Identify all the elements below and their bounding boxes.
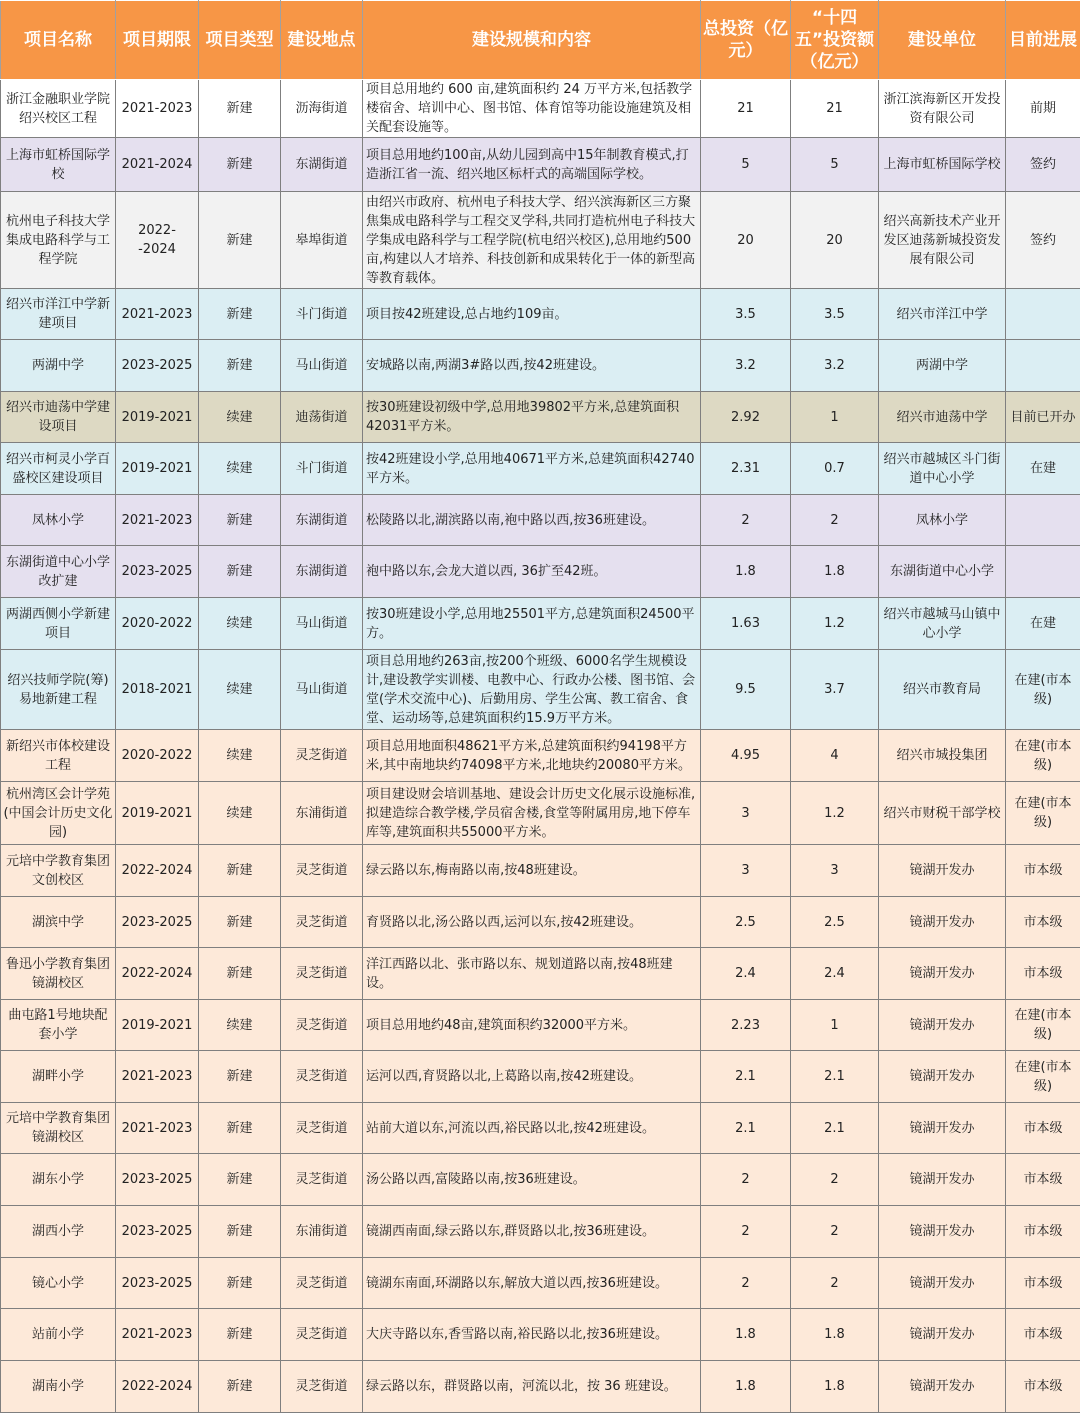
cell-project-name: 湖东小学: [1, 1154, 116, 1206]
cell-total-investment: 2: [701, 1154, 791, 1206]
table-row: [1, 948, 1080, 1000]
cell-location: 灵芝街道: [281, 948, 363, 1000]
cell-progress: [1006, 546, 1080, 598]
cell-type: 新建: [199, 80, 281, 138]
cell-project-name: 湖滨中学: [1, 897, 116, 948]
cell-period: 2023-2025: [116, 1154, 199, 1206]
cell-type: 新建: [199, 340, 281, 392]
cell-five-year-investment: 2: [791, 1206, 879, 1258]
cell-type: 续建: [199, 650, 281, 730]
header-14th-five-year-investment: “十四五”投资额（亿元）: [791, 1, 879, 80]
cell-period: 2018-2021: [116, 650, 199, 730]
cell-total-investment: 2: [701, 495, 791, 546]
cell-five-year-investment: 1.2: [791, 782, 879, 845]
cell-builder: 绍兴高新技术产业开发区迪荡新城投资发展有限公司: [879, 192, 1006, 289]
cell-progress: 市本级: [1006, 897, 1080, 948]
cell-project-name: 绍兴市柯灵小学百盛校区建设项目: [1, 443, 116, 495]
header-total-investment: 总投资（亿元）: [701, 1, 791, 80]
cell-five-year-investment: 2: [791, 495, 879, 546]
cell-period: 2020-2022: [116, 730, 199, 782]
cell-type: 新建: [199, 1051, 281, 1103]
cell-progress: 前期: [1006, 80, 1080, 138]
cell-project-name: 绍兴技师学院(筹)易地新建工程: [1, 650, 116, 730]
cell-total-investment: 4.95: [701, 730, 791, 782]
cell-progress: [1006, 495, 1080, 546]
table-row: [1, 1206, 1080, 1258]
cell-total-investment: 2: [701, 1258, 791, 1309]
cell-content: 洋江西路以北、张市路以东、规划道路以南,按48班建设。: [363, 948, 701, 1000]
cell-five-year-investment: 3.5: [791, 289, 879, 340]
cell-five-year-investment: 2: [791, 1154, 879, 1206]
cell-total-investment: 1.8: [701, 546, 791, 598]
cell-location: 马山街道: [281, 650, 363, 730]
cell-progress: 在建: [1006, 443, 1080, 495]
cell-period: 2019-2021: [116, 782, 199, 845]
cell-type: 新建: [199, 1206, 281, 1258]
cell-type: 新建: [199, 948, 281, 1000]
cell-content: 袍中路以东,会龙大道以西, 36扩至42班。: [363, 546, 701, 598]
cell-builder: 镜湖开发办: [879, 1103, 1006, 1154]
cell-period: 2019-2021: [116, 1000, 199, 1051]
table-row: [1, 1309, 1080, 1361]
cell-builder: 东湖街道中心小学: [879, 546, 1006, 598]
cell-project-name: 杭州电子科技大学集成电路科学与工程学院: [1, 192, 116, 289]
cell-builder: 绍兴市越城马山镇中心小学: [879, 598, 1006, 650]
cell-location: 沥海街道: [281, 80, 363, 138]
cell-location: 东浦街道: [281, 1206, 363, 1258]
cell-total-investment: 3.2: [701, 340, 791, 392]
cell-progress: 市本级: [1006, 845, 1080, 897]
table-row: [1, 80, 1080, 138]
cell-progress: 在建(市本级): [1006, 1051, 1080, 1103]
header-content: 建设规模和内容: [363, 1, 701, 80]
cell-builder: 镜湖开发办: [879, 897, 1006, 948]
cell-project-name: 鲁迅小学教育集团镜湖校区: [1, 948, 116, 1000]
cell-progress: 市本级: [1006, 1103, 1080, 1154]
cell-content: 镜湖西南面,绿云路以东,群贤路以北,按36班建设。: [363, 1206, 701, 1258]
header-row: [1, 1, 1080, 80]
cell-builder: 镜湖开发办: [879, 1361, 1006, 1413]
cell-content: 项目总用地约100亩,从幼儿园到高中15年制教育模式,打造浙江省一流、绍兴地区标杆式的高端国际学校。: [363, 138, 701, 192]
table-row: [1, 546, 1080, 598]
cell-period: 2022-2024: [116, 845, 199, 897]
cell-five-year-investment: 20: [791, 192, 879, 289]
cell-progress: 市本级: [1006, 1258, 1080, 1309]
cell-total-investment: 2.92: [701, 392, 791, 443]
cell-five-year-investment: 2.1: [791, 1103, 879, 1154]
cell-progress: 市本级: [1006, 1309, 1080, 1361]
cell-type: 新建: [199, 1154, 281, 1206]
cell-type: 续建: [199, 782, 281, 845]
cell-total-investment: 1.63: [701, 598, 791, 650]
cell-five-year-investment: 4: [791, 730, 879, 782]
table-row: [1, 1051, 1080, 1103]
cell-content: 按30班建设小学,总用地25501平方,总建筑面积24500平方。: [363, 598, 701, 650]
cell-project-name: 新绍兴市体校建设工程: [1, 730, 116, 782]
cell-type: 续建: [199, 730, 281, 782]
cell-progress: [1006, 289, 1080, 340]
table-row: [1, 1103, 1080, 1154]
cell-period: 2023-2025: [116, 897, 199, 948]
table-body: [1, 80, 1080, 1413]
cell-type: 新建: [199, 495, 281, 546]
cell-project-name: 元培中学教育集团镜湖校区: [1, 1103, 116, 1154]
table-row: [1, 340, 1080, 392]
cell-location: 灵芝街道: [281, 730, 363, 782]
cell-project-name: 东湖街道中心小学改扩建: [1, 546, 116, 598]
cell-period: 2021-2023: [116, 1051, 199, 1103]
table-row: [1, 1361, 1080, 1413]
cell-type: 新建: [199, 1361, 281, 1413]
cell-location: 东湖街道: [281, 495, 363, 546]
cell-type: 续建: [199, 443, 281, 495]
table-row: [1, 192, 1080, 289]
cell-progress: 签约: [1006, 138, 1080, 192]
cell-project-name: 湖南小学: [1, 1361, 116, 1413]
cell-location: 灵芝街道: [281, 1000, 363, 1051]
cell-period: 2021-2023: [116, 80, 199, 138]
cell-five-year-investment: 2: [791, 1258, 879, 1309]
cell-five-year-investment: 1: [791, 1000, 879, 1051]
table-row: [1, 598, 1080, 650]
cell-period: 2021-2023: [116, 1103, 199, 1154]
cell-type: 新建: [199, 138, 281, 192]
cell-project-name: 站前小学: [1, 1309, 116, 1361]
cell-content: 项目总用地约48亩,建筑面积约32000平方米。: [363, 1000, 701, 1051]
header-period: 项目期限: [116, 1, 199, 80]
cell-project-name: 曲屯路1号地块配套小学: [1, 1000, 116, 1051]
table-row: [1, 443, 1080, 495]
cell-progress: 目前已开办: [1006, 392, 1080, 443]
cell-type: 续建: [199, 1000, 281, 1051]
cell-location: 东湖街道: [281, 138, 363, 192]
cell-builder: 浙江滨海新区开发投资有限公司: [879, 80, 1006, 138]
table-row: [1, 1154, 1080, 1206]
cell-period: 2019-2021: [116, 392, 199, 443]
cell-progress: 在建(市本级): [1006, 650, 1080, 730]
cell-period: 2023-2025: [116, 1258, 199, 1309]
cell-content: 大庆寺路以东,香雪路以南,裕民路以北,按36班建设。: [363, 1309, 701, 1361]
cell-total-investment: 20: [701, 192, 791, 289]
cell-content: 按42班建设小学,总用地40671平方米,总建筑面积42740平方米。: [363, 443, 701, 495]
cell-progress: 市本级: [1006, 1361, 1080, 1413]
cell-five-year-investment: 2.5: [791, 897, 879, 948]
cell-progress: 市本级: [1006, 1206, 1080, 1258]
cell-total-investment: 9.5: [701, 650, 791, 730]
cell-content: 按30班建设初级中学,总用地39802平方米,总建筑面积42031平方米。: [363, 392, 701, 443]
cell-type: 新建: [199, 1309, 281, 1361]
cell-content: 项目建设财会培训基地、建设会计历史文化展示设施标准,拟建造综合教学楼,学员宿舍楼,食堂等附属用房,地下停车库等,建筑面积共55000平方米。: [363, 782, 701, 845]
cell-period: 2022-2024: [116, 948, 199, 1000]
cell-five-year-investment: 1.2: [791, 598, 879, 650]
cell-period: 2022- -2024: [116, 192, 199, 289]
table-row: [1, 845, 1080, 897]
cell-five-year-investment: 0.7: [791, 443, 879, 495]
cell-five-year-investment: 2.4: [791, 948, 879, 1000]
table-row: [1, 1258, 1080, 1309]
cell-location: 皋埠街道: [281, 192, 363, 289]
cell-progress: 在建(市本级): [1006, 1000, 1080, 1051]
cell-period: 2021-2023: [116, 289, 199, 340]
cell-location: 灵芝街道: [281, 1051, 363, 1103]
cell-type: 新建: [199, 1258, 281, 1309]
cell-builder: 绍兴市洋江中学: [879, 289, 1006, 340]
cell-progress: 市本级: [1006, 948, 1080, 1000]
cell-location: 灵芝街道: [281, 1361, 363, 1413]
cell-builder: 镜湖开发办: [879, 1206, 1006, 1258]
cell-builder: 镜湖开发办: [879, 948, 1006, 1000]
cell-builder: 镜湖开发办: [879, 1309, 1006, 1361]
cell-location: 迪荡街道: [281, 392, 363, 443]
cell-total-investment: 1.8: [701, 1361, 791, 1413]
cell-location: 斗门街道: [281, 443, 363, 495]
cell-project-name: 凤林小学: [1, 495, 116, 546]
cell-type: 新建: [199, 192, 281, 289]
cell-period: 2023-2025: [116, 340, 199, 392]
cell-location: 东浦街道: [281, 782, 363, 845]
cell-total-investment: 2.23: [701, 1000, 791, 1051]
cell-content: 由绍兴市政府、杭州电子科技大学、绍兴滨海新区三方聚焦集成电路科学与工程交叉学科,共同打造杭州电子科技大学集成电路科学与工程学院(杭电绍兴校区),总用地约500亩,构建以人才培养、科技创新和成果转化于一体的新型高等教育载体。: [363, 192, 701, 289]
cell-total-investment: 2.5: [701, 897, 791, 948]
cell-content: 安城路以南,两湖3#路以西,按42班建设。: [363, 340, 701, 392]
cell-progress: 在建: [1006, 598, 1080, 650]
cell-type: 新建: [199, 845, 281, 897]
cell-progress: 在建(市本级): [1006, 730, 1080, 782]
cell-period: 2022-2024: [116, 1361, 199, 1413]
cell-type: 新建: [199, 546, 281, 598]
cell-progress: 在建(市本级): [1006, 782, 1080, 845]
cell-period: 2023-2025: [116, 546, 199, 598]
cell-content: 育贤路以北,汤公路以西,运河以东,按42班建设。: [363, 897, 701, 948]
cell-total-investment: 2: [701, 1206, 791, 1258]
cell-content: 项目总用地约 600 亩,建筑面积约 24 万平方米,包括教学楼宿舍、培训中心、图书馆、体育馆等功能设施建筑及相关配套设施等。: [363, 80, 701, 138]
cell-builder: 绍兴市城投集团: [879, 730, 1006, 782]
cell-five-year-investment: 1.8: [791, 1309, 879, 1361]
cell-project-name: 绍兴市洋江中学新建项目: [1, 289, 116, 340]
header-type: 项目类型: [199, 1, 281, 80]
cell-builder: 镜湖开发办: [879, 1000, 1006, 1051]
cell-location: 东湖街道: [281, 546, 363, 598]
cell-content: 松陵路以北,湖滨路以南,袍中路以西,按36班建设。: [363, 495, 701, 546]
cell-total-investment: 2.4: [701, 948, 791, 1000]
cell-builder: 镜湖开发办: [879, 1258, 1006, 1309]
cell-type: 新建: [199, 1103, 281, 1154]
cell-location: 灵芝街道: [281, 845, 363, 897]
cell-progress: 签约: [1006, 192, 1080, 289]
cell-content: 绿云路以东,梅南路以南,按48班建设。: [363, 845, 701, 897]
cell-total-investment: 3.5: [701, 289, 791, 340]
cell-total-investment: 3: [701, 782, 791, 845]
cell-location: 斗门街道: [281, 289, 363, 340]
cell-location: 灵芝街道: [281, 1309, 363, 1361]
cell-content: 绿云路以东，群贤路以南，河流以北，按 36 班建设。: [363, 1361, 701, 1413]
cell-five-year-investment: 3.7: [791, 650, 879, 730]
cell-five-year-investment: 3.2: [791, 340, 879, 392]
cell-period: 2023-2025: [116, 1206, 199, 1258]
cell-builder: 两湖中学: [879, 340, 1006, 392]
cell-total-investment: 5: [701, 138, 791, 192]
cell-five-year-investment: 1.8: [791, 546, 879, 598]
cell-five-year-investment: 2.1: [791, 1051, 879, 1103]
cell-project-name: 杭州湾区会计学苑(中国会计历史文化园): [1, 782, 116, 845]
cell-content: 运河以西,育贤路以北,上葛路以南,按42班建设。: [363, 1051, 701, 1103]
cell-period: 2021-2023: [116, 1309, 199, 1361]
table-row: [1, 730, 1080, 782]
cell-project-name: 两湖中学: [1, 340, 116, 392]
cell-five-year-investment: 5: [791, 138, 879, 192]
cell-total-investment: 2.1: [701, 1051, 791, 1103]
cell-content: 镜湖东南面,环湖路以东,解放大道以西,按36班建设。: [363, 1258, 701, 1309]
table-row: [1, 897, 1080, 948]
cell-builder: 镜湖开发办: [879, 1154, 1006, 1206]
cell-period: 2020-2022: [116, 598, 199, 650]
cell-location: 灵芝街道: [281, 897, 363, 948]
cell-project-name: 绍兴市迪荡中学建设项目: [1, 392, 116, 443]
table-row: [1, 1000, 1080, 1051]
table-row: [1, 782, 1080, 845]
cell-content: 项目总用地约263亩,按200个班级、6000名学生规模设计,建设教学实训楼、电教中心、行政办公楼、图书馆、会堂(学术交流中心)、后勤用房、学生公寓、教工宿舍、食堂、运动场等,总建筑面积约15.9万平方米。: [363, 650, 701, 730]
cell-content: 汤公路以西,富陵路以南,按36班建设。: [363, 1154, 701, 1206]
cell-project-name: 镜心小学: [1, 1258, 116, 1309]
table-row: [1, 495, 1080, 546]
cell-project-name: 上海市虹桥国际学校: [1, 138, 116, 192]
cell-location: 灵芝街道: [281, 1154, 363, 1206]
cell-five-year-investment: 21: [791, 80, 879, 138]
cell-type: 续建: [199, 392, 281, 443]
cell-content: 项目按42班建设,总占地约109亩。: [363, 289, 701, 340]
cell-builder: 绍兴市越城区斗门街道中心小学: [879, 443, 1006, 495]
cell-period: 2021-2023: [116, 495, 199, 546]
cell-five-year-investment: 3: [791, 845, 879, 897]
header-location: 建设地点: [281, 1, 363, 80]
cell-builder: 绍兴市迪荡中学: [879, 392, 1006, 443]
cell-content: 项目总用地面积48621平方米,总建筑面积约94198平方米,其中南地块约74098平方米,北地块约20080平方米。: [363, 730, 701, 782]
table-row: [1, 650, 1080, 730]
cell-progress: 市本级: [1006, 1154, 1080, 1206]
cell-content: 站前大道以东,河流以西,裕民路以北,按42班建设。: [363, 1103, 701, 1154]
cell-type: 新建: [199, 289, 281, 340]
cell-total-investment: 21: [701, 80, 791, 138]
header-progress: 目前进展: [1006, 1, 1080, 80]
cell-type: 续建: [199, 598, 281, 650]
header-builder: 建设单位: [879, 1, 1006, 80]
cell-project-name: 浙江金融职业学院绍兴校区工程: [1, 80, 116, 138]
cell-period: 2021-2024: [116, 138, 199, 192]
header-project-name: 项目名称: [1, 1, 116, 80]
table-row: [1, 289, 1080, 340]
cell-builder: 镜湖开发办: [879, 845, 1006, 897]
cell-builder: 上海市虹桥国际学校: [879, 138, 1006, 192]
cell-location: 马山街道: [281, 340, 363, 392]
cell-five-year-investment: 1.8: [791, 1361, 879, 1413]
cell-total-investment: 3: [701, 845, 791, 897]
cell-project-name: 湖畔小学: [1, 1051, 116, 1103]
cell-builder: 凤林小学: [879, 495, 1006, 546]
cell-project-name: 元培中学教育集团文创校区: [1, 845, 116, 897]
cell-builder: 绍兴市教育局: [879, 650, 1006, 730]
cell-total-investment: 2.1: [701, 1103, 791, 1154]
table-row: [1, 392, 1080, 443]
cell-project-name: 湖西小学: [1, 1206, 116, 1258]
cell-builder: 镜湖开发办: [879, 1051, 1006, 1103]
cell-total-investment: 1.8: [701, 1309, 791, 1361]
cell-location: 马山街道: [281, 598, 363, 650]
cell-builder: 绍兴市财税干部学校: [879, 782, 1006, 845]
cell-location: 灵芝街道: [281, 1258, 363, 1309]
cell-total-investment: 2.31: [701, 443, 791, 495]
table-row: [1, 138, 1080, 192]
cell-five-year-investment: 1: [791, 392, 879, 443]
cell-progress: [1006, 340, 1080, 392]
cell-project-name: 两湖西侧小学新建项目: [1, 598, 116, 650]
cell-type: 新建: [199, 897, 281, 948]
cell-period: 2019-2021: [116, 443, 199, 495]
cell-location: 灵芝街道: [281, 1103, 363, 1154]
